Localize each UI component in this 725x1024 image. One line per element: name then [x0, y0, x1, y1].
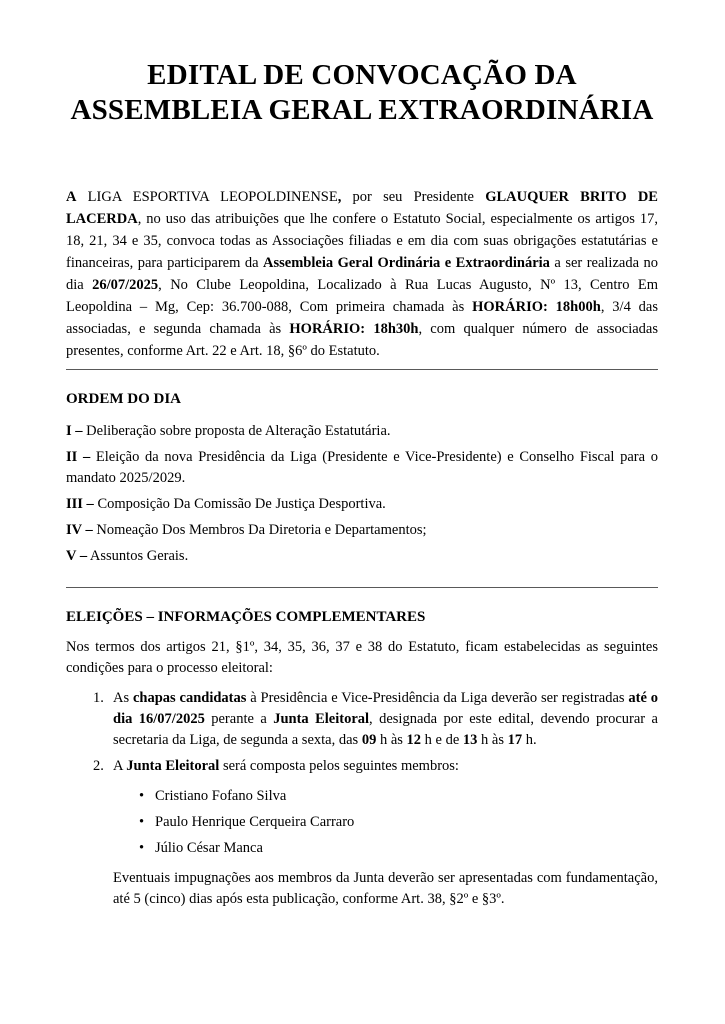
- item2-seg-2: será composta pelos seguintes membros:: [219, 758, 459, 774]
- intro-seg-9: , No Clube Leopoldina, Localizado à Rua Lucas Augusto, Nº 13, Centro Em Leopoldina – Mg, Cep: 36.700-088, Com primeira chamada às: [66, 277, 658, 315]
- page-title: [66, 58, 658, 128]
- member-name: Paulo Henrique Cerqueira Carraro: [155, 814, 355, 830]
- intro-seg-2: ,: [337, 189, 342, 205]
- agenda-items: [66, 421, 658, 567]
- intro-seg-0: A: [66, 189, 77, 205]
- agenda-item-4: [66, 520, 658, 541]
- numbered-item-2: [66, 756, 658, 777]
- agenda-item-1: [66, 421, 658, 442]
- eleicoes-intro-paragraph: Nos termos dos artigos 21, §1º, 34, 35, 36, 37 e 38 do Estatuto, ficam estabelecidas as seguintes condições para o processo eleitoral:: [66, 639, 658, 676]
- agenda-item-2-numeral: II –: [66, 449, 91, 465]
- item1-seg-9: 12: [406, 732, 422, 748]
- agenda-item-5: [66, 546, 658, 567]
- member-list: [66, 786, 658, 859]
- ordem-do-dia-heading: ORDEM DO DIA: [66, 391, 181, 407]
- item1-seg-7: 09: [361, 732, 377, 748]
- section-divider-2: [66, 587, 658, 588]
- page-title-line-2: ASSEMBLEIA GERAL EXTRAORDINÁRIA: [70, 94, 654, 126]
- member-name: Cristiano Fofano Silva: [155, 788, 287, 804]
- intro-seg-13: , com qualquer número de associadas presentes, conforme Art. 22 e Art. 18, §6º do Estatuto.: [66, 321, 658, 359]
- item2-seg-1: Junta Eleitoral: [126, 758, 220, 774]
- member-name: Júlio César Manca: [155, 840, 263, 856]
- item1-seg-1: chapas candidatas: [132, 690, 247, 706]
- intro-seg-7: a ser realizada no dia: [66, 255, 658, 293]
- item1-seg-5: Junta Eleitoral: [273, 711, 370, 727]
- numbered-item-2-text: [113, 756, 658, 777]
- agenda-item-2-text: Eleição da nova Presidência da Liga (Presidente e Vice-Presidente) e Conselho Fiscal para o mandato 2025/2029.: [66, 449, 658, 486]
- intro-seg-12: HORÁRIO: 18h30h: [289, 321, 419, 337]
- agenda-item-1-numeral: I –: [66, 423, 83, 439]
- member-list-item-3: [66, 838, 658, 859]
- numbered-item-1: [66, 688, 658, 751]
- member-list-item-2: [66, 812, 658, 833]
- item1-seg-3: até o dia 16/07/2025: [113, 690, 658, 727]
- agenda-item-3: [66, 494, 658, 515]
- agenda-item-2: [66, 447, 658, 489]
- closing-paragraph: Eventuais impugnações aos membros da Junta deverão ser apresentadas com fundamentação, até 5 (cinco) dias após esta publicação, conforme Art. 38, §2º e §3º.: [113, 870, 658, 907]
- agenda-item-4-numeral: IV –: [66, 522, 93, 538]
- intro-seg-11: , 3/4 das associadas, e segunda chamada às: [66, 299, 658, 337]
- item1-seg-14: h.: [522, 732, 537, 748]
- intro-paragraph: [66, 186, 658, 362]
- eleicoes-heading: ELEIÇÕES – INFORMAÇÕES COMPLEMENTARES: [66, 609, 426, 625]
- intro-seg-10: HORÁRIO: 18h00h: [472, 299, 601, 315]
- intro-seg-3: por seu Presidente: [341, 189, 486, 205]
- item1-seg-12: h às: [477, 732, 508, 748]
- item1-seg-0: As: [113, 690, 133, 706]
- numbered-item-2-number: 2.: [93, 758, 104, 774]
- item1-seg-13: 17: [507, 732, 523, 748]
- agenda-item-5-text: Assuntos Gerais.: [87, 548, 189, 564]
- agenda-item-5-numeral: V –: [66, 548, 88, 564]
- item1-seg-6: , designada por este edital, devendo procurar a secretaria da Liga, de segunda a sexta, das: [113, 711, 658, 748]
- agenda-item-4-text: Nomeação Dos Membros Da Diretoria e Departamentos;: [92, 522, 427, 538]
- section-divider-1: [66, 369, 658, 370]
- numbered-item-1-text: [113, 688, 658, 751]
- intro-seg-1: LIGA ESPORTIVA LEOPOLDINENSE: [76, 189, 338, 205]
- page-title-line-1: EDITAL DE CONVOCAÇÃO DA: [147, 59, 577, 91]
- bullet-marker: •: [139, 788, 145, 804]
- item1-seg-2: à Presidência e Vice-Presidência da Liga deverão ser registradas: [246, 690, 629, 706]
- agenda-item-1-text: Deliberação sobre proposta de Alteração Estatutária.: [82, 423, 391, 439]
- item1-seg-4: perante a: [204, 711, 274, 727]
- item1-seg-8: h às: [376, 732, 407, 748]
- item1-seg-10: h e de: [421, 732, 463, 748]
- intro-seg-8: 26/07/2025: [92, 277, 159, 293]
- agenda-item-3-numeral: III –: [66, 496, 94, 512]
- numbered-item-1-number: 1.: [93, 690, 104, 706]
- intro-seg-6: Assembleia Geral Ordinária e Extraordinária: [263, 255, 550, 271]
- member-list-item-1: [66, 786, 658, 807]
- item2-seg-0: A: [113, 758, 127, 774]
- item1-seg-11: 13: [462, 732, 478, 748]
- intro-seg-5: , no uso das atribuições que lhe confere o Estatuto Social, especialmente os artigos 17, 18, 21, 34 e 35, convoca todas as Associações filiadas e em dia com suas obrigações estatutárias e financeiras, para participarem da: [66, 211, 658, 271]
- intro-seg-4: GLAUQUER BRITO DE LACERDA: [66, 189, 658, 227]
- agenda-item-3-text: Composição Da Comissão De Justiça Desportiva.: [93, 496, 386, 512]
- bullet-marker: •: [139, 814, 145, 830]
- bullet-marker: •: [139, 840, 145, 856]
